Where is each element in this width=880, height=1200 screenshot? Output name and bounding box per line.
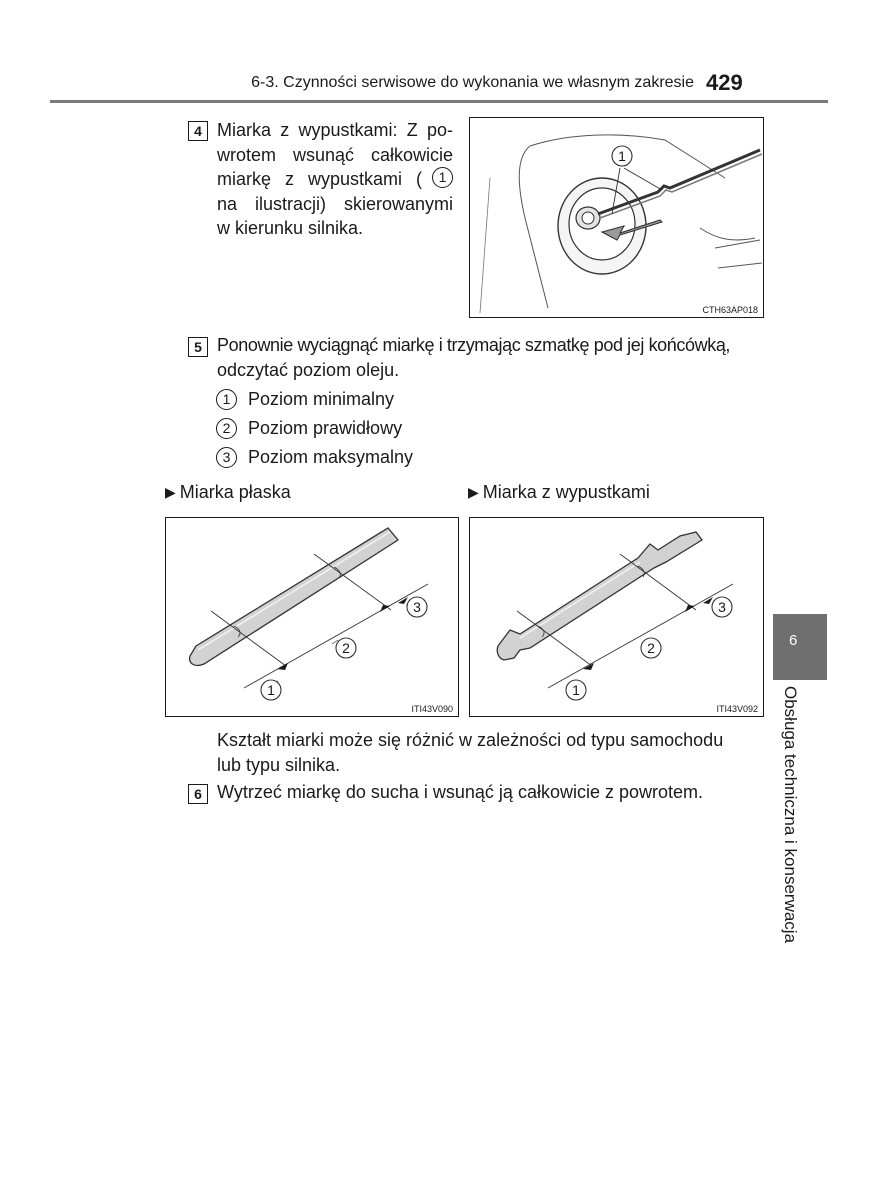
running-header-title: 6-3. Czynności serwisowe do wykonania we własnym zakresie	[251, 74, 694, 91]
level-1-label: Poziom minimalny	[248, 389, 395, 409]
step-4-line-5: w kierunku silnika.	[217, 218, 364, 238]
step-4-badge: 4	[188, 121, 208, 141]
step-4-line-4: na ilustracji) skierowanymi	[217, 193, 453, 214]
note-line-2: lub typu silnika.	[217, 754, 341, 775]
step-5-line-1: Ponownie wyciągnąć miarkę i trzymając szmatkę pod jej końcówką,	[217, 335, 731, 355]
flat-callout-1: 1	[267, 682, 275, 698]
notched-figure-code: ITI43V092	[716, 704, 758, 714]
level-3-circle: 3	[216, 447, 237, 468]
step-4-line-3	[217, 167, 453, 192]
chapter-number: 6	[789, 632, 798, 649]
chapter-title-vertical	[780, 686, 810, 966]
level-1-circle: 1	[216, 389, 237, 410]
flat-dipstick-illustration	[166, 518, 458, 716]
step-4-text	[217, 118, 453, 241]
figure-code: CTH63AP018	[702, 305, 758, 315]
variant-flat-title: Miarka płaska	[179, 482, 291, 502]
step-6-badge: 6	[188, 784, 208, 804]
level-item-1	[216, 387, 394, 412]
variant-notched-arrow-icon: ▶	[468, 484, 479, 500]
step-4-line-2: wrotem wsunąć całkowicie	[217, 144, 453, 165]
variant-flat-arrow-icon: ▶	[165, 484, 176, 500]
flat-callout-2: 2	[342, 640, 350, 656]
level-2-circle: 2	[216, 418, 237, 439]
level-item-3	[216, 445, 413, 470]
level-2-label: Poziom prawidłowy	[248, 418, 403, 438]
figure-flat-dipstick	[165, 517, 459, 717]
step-6-text: Wytrzeć miarkę do sucha i wsunąć ją całkowicie z powrotem.	[217, 782, 704, 802]
note-text	[217, 728, 777, 777]
callout-label-1: 1	[618, 148, 626, 164]
variant-flat-heading	[165, 480, 291, 505]
variant-notched-title: Miarka z wypustkami	[482, 482, 650, 502]
flat-callout-3: 3	[413, 599, 421, 615]
figure-notched-dipstick	[469, 517, 764, 717]
figure-dipstick-insertion	[469, 117, 764, 318]
level-item-2	[216, 416, 402, 441]
variant-notched-heading	[468, 480, 650, 505]
chapter-tab	[773, 614, 827, 680]
notched-dipstick-illustration	[470, 518, 763, 716]
note-line-1: Kształt miarki może się różnić w zależności od typu samochodu	[217, 730, 724, 750]
step-4-line-1: Miarka z wypustkami: Z po-	[217, 120, 453, 140]
step-4-ref-circle: 1	[432, 167, 453, 188]
step-5-badge: 5	[188, 337, 208, 357]
dipstick-insertion-illustration	[470, 118, 763, 317]
step-5-line-2: odczytać poziom oleju.	[217, 359, 400, 380]
page-number: 429	[706, 70, 743, 95]
level-3-label: Poziom maksymalny	[248, 447, 414, 467]
notched-callout-3: 3	[718, 599, 726, 615]
step-4-line-3-text: miarkę z wypustkami (	[217, 169, 423, 189]
header-rule	[50, 100, 828, 103]
chapter-title: Obsługa techniczna i konserwacja	[781, 686, 800, 944]
flat-figure-code: ITI43V090	[411, 704, 453, 714]
notched-callout-1: 1	[572, 682, 580, 698]
notched-callout-2: 2	[647, 640, 655, 656]
step-5-text	[217, 333, 777, 382]
